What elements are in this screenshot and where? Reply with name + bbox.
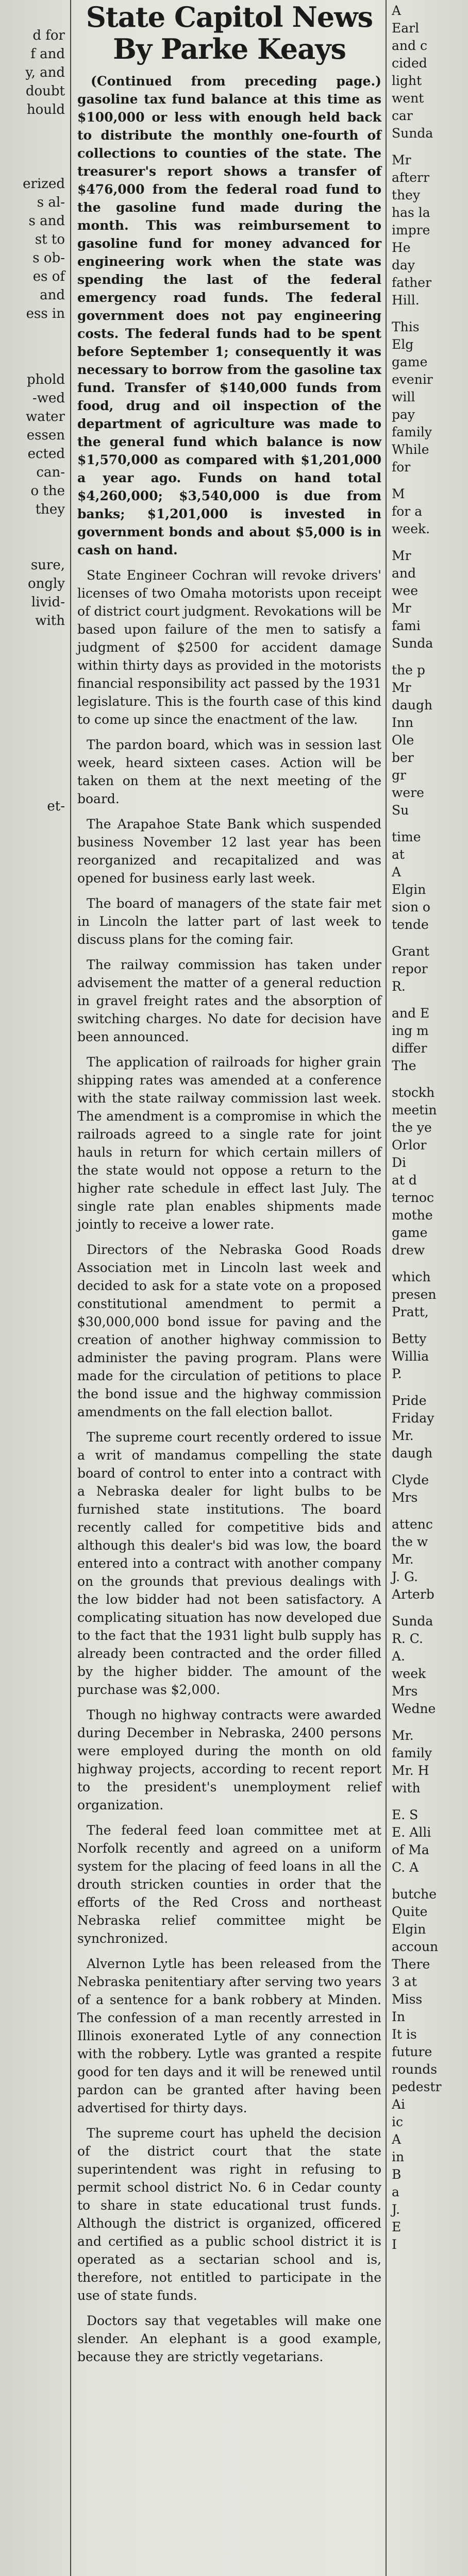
right-fragment: family bbox=[392, 1745, 432, 1760]
right-fragment: Orlor bbox=[392, 1138, 427, 1153]
right-fragment: J. G. bbox=[392, 1569, 419, 1584]
right-fragment: at d bbox=[392, 1173, 417, 1188]
right-fragment: ing m bbox=[392, 1023, 429, 1038]
right-fragment: Willia bbox=[392, 1349, 429, 1364]
left-column-fragments bbox=[0, 0, 68, 2576]
right-fragment: B bbox=[392, 2167, 402, 2182]
right-fragment: will bbox=[392, 389, 415, 404]
left-fragment: ected bbox=[27, 446, 65, 462]
right-fragment: daugh bbox=[392, 1446, 433, 1461]
right-fragment: stockh bbox=[392, 1085, 435, 1100]
column-rule-left bbox=[70, 0, 71, 2576]
article-paragraph: The board of managers of the state fair met in Lincoln the latter part of last week to discuss plans for the coming fair. bbox=[77, 896, 381, 947]
right-fragment: week. bbox=[392, 521, 430, 536]
article-paragraph: The pardon board, which was in session last week, heard sixteen cases. Action will be taken on them at the next meeting of the board. bbox=[77, 737, 381, 806]
right-fragment: Miss bbox=[392, 1992, 423, 2007]
left-fragment: st to bbox=[35, 232, 65, 247]
right-fragment: mothe bbox=[392, 1208, 433, 1223]
right-fragment: ternoc bbox=[392, 1190, 434, 1205]
left-fragment: s ob- bbox=[32, 250, 65, 266]
left-fragment: they bbox=[35, 502, 65, 517]
right-fragment: Pratt, bbox=[392, 1304, 429, 1319]
right-fragment: Sunda bbox=[392, 636, 433, 651]
left-fragment: phold bbox=[26, 372, 65, 387]
right-fragment: the p bbox=[392, 663, 425, 677]
right-fragment: Mr. H bbox=[392, 1763, 429, 1778]
left-fragment: y, and bbox=[25, 65, 65, 80]
right-fragment: A bbox=[392, 3, 402, 18]
article-paragraph: The federal feed loan committee met at Norfolk recently and agreed on a uniform system for the placing of feed loans in all the drouth stricken counties in order that the efforts of the Red Cross and northeast Nebraska relief committee might be synchronized. bbox=[77, 1823, 381, 1946]
right-fragment: and c bbox=[392, 38, 427, 53]
left-fragment: and bbox=[40, 287, 65, 303]
right-fragment: pedestr bbox=[392, 2079, 442, 2094]
left-fragment: doubt bbox=[25, 83, 65, 99]
right-fragment: Mr. bbox=[392, 1428, 414, 1443]
right-fragment: E bbox=[392, 2219, 402, 2234]
article-paragraph: The application of railroads for higher grain shipping rates was amended at a conference with the state railway commission last week. The amendment is a compromise in which the railroads agreed to a single rate for joint hauls in return for which certain millers of the state would not oppose a return to the higher rate schedule in effect last July. The single rate plan enables shipments made jointly to receive a lower rate. bbox=[77, 1055, 381, 1232]
right-fragment: Mr bbox=[392, 152, 411, 167]
right-fragment: Mr bbox=[392, 680, 411, 695]
left-fragment: o the bbox=[30, 483, 65, 499]
left-fragment: d for bbox=[32, 28, 65, 43]
right-fragment: This bbox=[392, 319, 420, 334]
right-fragment: Betty bbox=[392, 1331, 427, 1346]
right-fragment: Arterb bbox=[392, 1587, 434, 1602]
right-fragment: ic bbox=[392, 2114, 403, 2129]
right-fragment: pay bbox=[392, 407, 415, 422]
left-fragment: hould bbox=[26, 102, 65, 117]
left-fragment: erized bbox=[23, 176, 65, 192]
right-fragment: and E bbox=[392, 1006, 430, 1021]
right-fragment: car bbox=[392, 108, 413, 123]
right-fragment: went bbox=[392, 91, 424, 106]
left-fragment: livid- bbox=[31, 595, 65, 610]
right-fragment: Wedne bbox=[392, 1701, 436, 1716]
right-fragment: wee bbox=[392, 583, 418, 598]
right-fragment: at bbox=[392, 847, 405, 862]
right-fragment: Elgin bbox=[392, 1922, 426, 1937]
left-fragment: water bbox=[25, 409, 65, 425]
left-fragment: s al- bbox=[37, 195, 65, 210]
left-fragment: s and bbox=[28, 213, 65, 229]
right-fragment: differ bbox=[392, 1041, 427, 1056]
right-fragment: afterr bbox=[392, 170, 429, 185]
right-fragment: E. S bbox=[392, 1807, 419, 1822]
right-fragment: attenc bbox=[392, 1517, 433, 1532]
right-fragment: Quite bbox=[392, 1904, 428, 1919]
right-fragment: and bbox=[392, 566, 416, 581]
right-fragment: of Ma bbox=[392, 1842, 429, 1857]
article-paragraph: Alvernon Lytle has been released from the Nebraska penitentiary after serving two years of a sentence for a bank robbery at Minden. The confession of a man recently arrested in Illinois exonerated Lytle of any connection with the robbery. Lytle was granted a respite good for ten days and it will be renewed until pardon can be granted after having been advertised for thirty days. bbox=[77, 1956, 381, 2115]
right-fragment: the w bbox=[392, 1534, 428, 1549]
right-fragment: for a bbox=[392, 504, 423, 519]
right-fragment: evenir bbox=[392, 372, 433, 387]
right-fragment: While bbox=[392, 442, 429, 457]
right-fragment: family bbox=[392, 425, 432, 439]
article-paragraph: The railway commission has taken under advisement the matter of a general reduction in gravel freight rates and the absorption of switching charges. No date for decision have been announced. bbox=[77, 957, 381, 1044]
right-fragment: game bbox=[392, 1225, 428, 1240]
right-fragment: R. C. bbox=[392, 1631, 423, 1646]
right-fragment: week bbox=[392, 1666, 426, 1681]
right-fragment: presen bbox=[392, 1287, 437, 1302]
right-fragment: game bbox=[392, 354, 428, 369]
left-fragment: ess in bbox=[26, 306, 65, 321]
right-fragment: Mrs bbox=[392, 1684, 418, 1699]
article-paragraph: The supreme court has upheld the decision of the district court that the state superintendent was right in refusing to permit school district No. 6 in Cedar county to share in state educational trust funds. Although the district is organized, officered and certified as a public school district it is operated as a sectarian school and is, therefore, not entitled to participate in the use of state funds. bbox=[77, 2126, 381, 2303]
right-fragment: There bbox=[392, 1957, 430, 1972]
right-fragment: Inn bbox=[392, 715, 414, 730]
right-fragment: The bbox=[392, 1058, 416, 1073]
right-fragment: A bbox=[392, 865, 402, 879]
right-fragment: for bbox=[392, 460, 411, 474]
right-fragment: which bbox=[392, 1269, 431, 1284]
left-fragment: ongly bbox=[27, 576, 65, 591]
right-fragment: butche bbox=[392, 1887, 437, 1902]
right-fragment: Sunda bbox=[392, 1614, 433, 1629]
headline-byline: By Parke Keays bbox=[113, 32, 346, 65]
article-paragraph: Though no highway contracts were awarded during December in Nebraska, 2400 persons were employed during the month on old highway projects, according to recent report to the president's unemployment relief organization. bbox=[77, 1707, 381, 1812]
column-rule-right bbox=[386, 0, 387, 2576]
left-fragment: f and bbox=[30, 46, 65, 62]
right-fragment: accoun bbox=[392, 1939, 439, 1954]
article-paragraph: The supreme court recently ordered to issue a writ of mandamus compelling the state board of control to enter into a contract with a Nebraska dealer for light bulbs to be furnished state institutions. The board recently called for competitive bids and although this dealer's bid was low, the board entered into a contract with another company on the grounds that previous dealings with the low bidder had not been satisfactory. A complicating situation has now developed due to the fact that the 1931 light bulb supply has already been contracted and the order filled by the higher bidder. The amount of the purchase was $2,000. bbox=[77, 1430, 381, 1697]
right-fragment: daugh bbox=[392, 698, 433, 713]
right-fragment: E. Alli bbox=[392, 1825, 431, 1840]
right-fragment: fami bbox=[392, 618, 421, 633]
right-fragment: R. bbox=[392, 979, 406, 994]
right-fragment: the ye bbox=[392, 1120, 432, 1135]
right-fragment: Elgin bbox=[392, 882, 426, 897]
left-fragment: essen bbox=[26, 428, 65, 443]
right-fragment: It is bbox=[392, 2027, 417, 2042]
right-fragment: Pride bbox=[392, 1393, 427, 1408]
right-fragment: M bbox=[392, 486, 405, 501]
right-fragment: has la bbox=[392, 205, 430, 220]
right-fragment: repor bbox=[392, 961, 428, 976]
right-fragment: meetin bbox=[392, 1103, 437, 1117]
right-fragment: Mr. bbox=[392, 1728, 414, 1743]
article-paragraph: Doctors say that vegetables will make one slender. An elephant is a good example, because they are strictly vegetarians. bbox=[77, 2313, 381, 2364]
right-fragment: Ai bbox=[392, 2097, 406, 2112]
right-fragment: Friday bbox=[392, 1411, 434, 1426]
left-fragment: with bbox=[35, 613, 65, 629]
right-fragment: a bbox=[392, 2184, 399, 2199]
right-fragment: Mr bbox=[392, 601, 411, 616]
right-fragment: light bbox=[392, 73, 422, 88]
right-fragment: drew bbox=[392, 1243, 425, 1258]
right-fragment: P. bbox=[392, 1366, 402, 1381]
right-fragment: J. bbox=[392, 2202, 400, 2217]
right-fragment: Mr. bbox=[392, 1552, 414, 1567]
right-fragment: He bbox=[392, 240, 411, 255]
article-paragraph: (Continued from preceding page.) gasoline tax fund balance at this time as $100,000 or less with enough held back to distribute the monthly one-fourth of collections to counties of the state. The treasurer's report shows a transfer of $476,000 from the federal road fund to the gasoline fund made during the month. This was reimbursement to gasoline fund for money advanced for engineering work when the state was spending the last of the federal emergency road funds. The federal government does not pay engineering costs. The federal funds had to be spent before September 1; consequently it was necessary to borrow from the gasoline tax fund. Transfer of $140,000 funds from food, drug and oil inspection of the department of agriculture was made to the general fund which balance is now $1,570,000 as compared with $1,201,000 a year ago. Funds on hand total $4,260,000; $3,540,000 is due from banks; $1,201,000 is invested in government bonds and about $5,000 is in cash on hand. bbox=[77, 74, 381, 557]
right-fragment: father bbox=[392, 275, 432, 290]
right-fragment: C. A bbox=[392, 1860, 419, 1875]
right-fragment: time bbox=[392, 829, 421, 844]
right-fragment: Di bbox=[392, 1155, 407, 1170]
right-fragment: Su bbox=[392, 803, 409, 818]
right-fragment: they bbox=[392, 188, 421, 202]
right-fragment: cided bbox=[392, 56, 427, 71]
right-fragment: impre bbox=[392, 223, 430, 238]
right-fragment: Earl bbox=[392, 21, 420, 36]
main-article bbox=[77, 0, 381, 2366]
right-fragment: Ole bbox=[392, 733, 414, 748]
left-fragment: sure, bbox=[30, 557, 65, 573]
right-fragment: future bbox=[392, 2044, 432, 2059]
right-fragment: in bbox=[392, 2149, 405, 2164]
right-fragment: Mr bbox=[392, 548, 411, 563]
article-paragraph: The Arapahoe State Bank which suspended business November 12 last year has been reorganized and recapitalized and was opened for business early last week. bbox=[77, 817, 381, 886]
right-fragment: Clyde bbox=[392, 1472, 429, 1487]
article-body bbox=[77, 72, 381, 2366]
headline-title: State Capitol News bbox=[86, 1, 373, 33]
right-fragment: with bbox=[392, 1781, 421, 1795]
right-fragment: tende bbox=[392, 917, 429, 932]
right-fragment: In bbox=[392, 2009, 405, 2024]
left-fragment: es of bbox=[32, 269, 65, 284]
right-fragment: Grant bbox=[392, 944, 429, 959]
right-fragment: Sunda bbox=[392, 126, 433, 141]
right-fragment: Mrs bbox=[392, 1490, 418, 1505]
right-fragment: sion o bbox=[392, 900, 430, 914]
right-fragment: I bbox=[392, 2237, 397, 2252]
right-fragment: were bbox=[392, 785, 424, 800]
right-fragment: Elg bbox=[392, 337, 414, 352]
left-fragment: -wed bbox=[32, 391, 65, 406]
right-fragment: rounds bbox=[392, 2062, 438, 2077]
right-fragment: day bbox=[392, 258, 415, 273]
right-column-fragments bbox=[390, 0, 468, 2576]
left-fragment: et- bbox=[47, 799, 65, 814]
right-fragment: A. bbox=[392, 1649, 406, 1664]
right-fragment: Hill. bbox=[392, 293, 420, 308]
left-fragment: can- bbox=[36, 465, 65, 480]
right-fragment: ber bbox=[392, 750, 414, 765]
right-fragment: A bbox=[392, 2132, 402, 2147]
article-paragraph: Directors of the Nebraska Good Roads Association met in Lincoln last week and decided to ask for a state vote on a proposed constitutional amendment to permit a $30,000,000 bond issue for paving and the creation of another highway commission to administer the paving program. Plans were made for the circulation of petitions to place the bond issue and the highway commission amendments on the fall election ballot. bbox=[77, 1242, 381, 1419]
right-fragment: 3 at bbox=[392, 1974, 417, 1989]
right-fragment: gr bbox=[392, 768, 406, 783]
article-paragraph: State Engineer Cochran will revoke drivers' licenses of two Omaha motorists upon receipt of district court judgment. Revokations will be based upon failure of the men to satisfy a judgment of $2500 for accident damage within thirty days as provided in the motorists financial responsibility act passed by the 1931 legislature. This is the fourth case of this kind to come up since the enactment of the law. bbox=[77, 568, 381, 727]
